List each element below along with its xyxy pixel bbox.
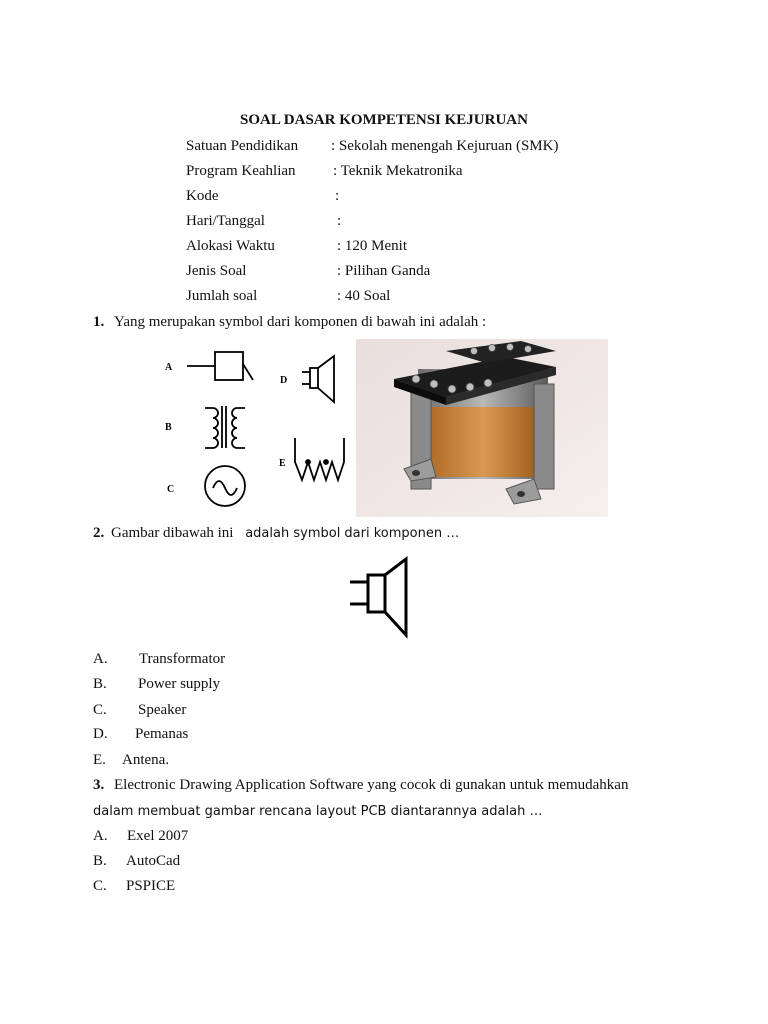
q2-option-a-letter: A. bbox=[93, 651, 108, 667]
q2-option-d[interactable] bbox=[93, 726, 189, 743]
symbol-d-speaker-icon bbox=[302, 356, 334, 402]
info-value-tanggal: : bbox=[337, 213, 342, 229]
symbol-letter-d: D bbox=[280, 375, 288, 386]
symbol-c-ac-source-icon bbox=[205, 466, 245, 506]
speaker-symbol-icon bbox=[348, 553, 418, 643]
q2-option-b-letter: B. bbox=[93, 676, 107, 692]
info-label-waktu: Alokasi Waktu bbox=[186, 238, 275, 254]
symbol-letter-c: C bbox=[167, 484, 175, 495]
q3-option-c-text: PSPICE bbox=[126, 878, 176, 894]
question-3-line2: dalam membuat gambar rencana layout PCB diantarannya adalah … bbox=[93, 804, 543, 819]
symbol-b-transformer-icon bbox=[205, 406, 245, 448]
q2-option-d-text: Pemanas bbox=[135, 726, 189, 742]
info-label-satuan: Satuan Pendidikan bbox=[186, 138, 299, 154]
question-3-number: 3. bbox=[93, 777, 105, 793]
info-value-program: : Teknik Mekatronika bbox=[333, 163, 463, 179]
q2-option-b-text: Power supply bbox=[138, 676, 221, 692]
info-label-tanggal: Hari/Tanggal bbox=[186, 213, 265, 229]
q3-option-c[interactable] bbox=[93, 878, 176, 895]
symbol-e-heater-icon bbox=[295, 438, 344, 480]
symbol-letter-a: A bbox=[165, 362, 173, 373]
info-value-jenis: : Pilihan Ganda bbox=[337, 263, 431, 279]
q2-option-c-letter: C. bbox=[93, 702, 107, 718]
q2-option-e-letter: E. bbox=[93, 752, 106, 768]
info-value-waktu: : 120 Menit bbox=[337, 238, 407, 254]
info-value-kode: : bbox=[335, 188, 340, 204]
q2-option-d-letter: D. bbox=[93, 726, 108, 742]
symbol-letter-b: B bbox=[165, 422, 172, 433]
question-2-text-a: Gambar dibawah ini bbox=[111, 525, 234, 541]
q2-option-e[interactable] bbox=[93, 752, 170, 769]
info-value-jumlah: : 40 Soal bbox=[337, 288, 391, 304]
transformer-photo bbox=[356, 339, 608, 517]
symbol-letter-e: E bbox=[279, 458, 286, 469]
q2-option-b[interactable] bbox=[93, 676, 221, 693]
symbol-a-icon bbox=[187, 352, 253, 380]
q3-option-b-letter: B. bbox=[93, 853, 107, 869]
question-2-number: 2. bbox=[93, 525, 105, 541]
question-2-text-b: adalah symbol dari komponen … bbox=[245, 526, 460, 541]
symbol-sheet bbox=[150, 340, 350, 520]
q2-option-c-text: Speaker bbox=[138, 702, 187, 718]
q3-option-b-text: AutoCad bbox=[126, 853, 181, 869]
question-1-text: Yang merupakan symbol dari komponen di bawah ini adalah : bbox=[114, 314, 487, 330]
q3-option-b[interactable] bbox=[93, 853, 181, 870]
info-label-jenis: Jenis Soal bbox=[186, 263, 247, 279]
question-2 bbox=[93, 525, 459, 542]
q3-option-a-letter: A. bbox=[93, 828, 108, 844]
q3-option-a[interactable] bbox=[93, 828, 189, 845]
question-1-number: 1. bbox=[93, 314, 105, 330]
q3-option-a-text: Exel 2007 bbox=[127, 828, 189, 844]
question-1 bbox=[93, 314, 486, 331]
question-3 bbox=[93, 777, 628, 794]
q2-option-a[interactable] bbox=[93, 651, 226, 668]
page-title: SOAL DASAR KOMPETENSI KEJURUAN bbox=[240, 112, 528, 128]
q2-option-c[interactable] bbox=[93, 702, 187, 719]
q3-option-c-letter: C. bbox=[93, 878, 107, 894]
q2-option-a-text: Transformator bbox=[139, 651, 226, 667]
info-value-satuan: : Sekolah menengah Kejuruan (SMK) bbox=[331, 138, 559, 154]
q2-option-e-text: Antena. bbox=[122, 752, 170, 768]
info-label-kode: Kode bbox=[186, 188, 219, 204]
info-label-program: Program Keahlian bbox=[186, 163, 296, 179]
question-3-line1: Electronic Drawing Application Software yang cocok di gunakan untuk memudahkan bbox=[114, 777, 629, 793]
info-label-jumlah: Jumlah soal bbox=[186, 288, 258, 304]
